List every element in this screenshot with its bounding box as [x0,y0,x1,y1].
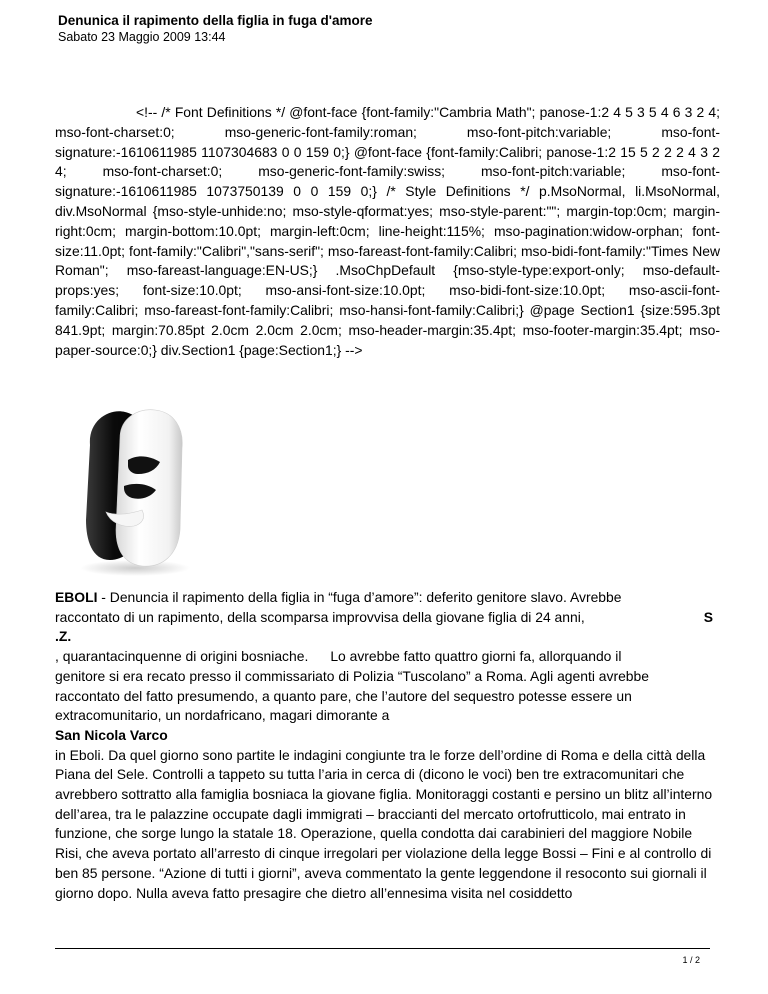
article-paragraph: in Eboli. Da quel giorno sono partite le indagini congiunte tra le forze dell’ordine di Roma e della città della Piana del Sele. Controlli a tappeto su tutta l’aria in cerca di (dicono le voci) ben tre extracomunitari che avrebbero sottratto alla famiglia bosniaca la giovane figlia. Monitoraggi costanti e persino un blitz all’interno dell’area, tra le palazzine occupate dagli immigrati – braccianti del mercato ortofrutticolo, mai entrato in funzione, che sorge lungo la statale 18. Operazione, quella condotta dai carabinieri del maggiore Nobile Risi, che aveva portato all’arresto di cinque irregolari per violazione della legge Bossi – Fini e al controllo di ben 85 persone. “Azione di tutti i giorni”, aveva commentato la gente leggendone il resoconto sui giornali il giorno dopo. Nulla aveva fatto presagire che dietro all’ennesima visita nel cosiddetto [55,746,713,901]
article-paragraph: genitore si era recato presso il commissariato di Polizia “Tuscolano” a Roma. Agli agenti avrebbe raccontato del fatto presumendo, a quanto pare, che l’autore del sequestro potesse essere un extracomunitario, un nordafricano, magari dimorante a [55,667,649,724]
name-initial-z: .Z. [55,628,72,645]
hugging-figures-image [50,390,200,580]
page-number: 1 / 2 [682,955,700,965]
article-body [55,588,713,903]
css-text-paragraph: <!-- /* Font Definitions */ @font-face {font-family:"Cambria Math"; panose-1:2 4 5 3 5 4 6 3 2 4; mso-font-charset:0; mso-generic-font-family:roman; mso-font-pitch:variable; mso-font-signature:-1610611985 1107304683 0 0 159 0;} @font-face {font-family:Calibri; panose-1:2 15 5 2 2 2 4 3 2 4; mso-font-charset:0; mso-generic-font-family:swiss; mso-font-pitch:variable; mso-font-signature:-1610611985 1073750139 0 0 159 0;} /* Style Definitions */ p.MsoNormal, li.MsoNormal, div.MsoNormal {mso-style-unhide:no; mso-style-qformat:yes; mso-style-parent:""; margin-top:0cm; margin-right:0cm; margin-bottom:10.0pt; margin-left:0cm; line-height:115%; mso-pagination:widow-orphan; font-size:11.0pt; font-family:"Calibri","sans-serif"; mso-fareast-font-family:Calibri; mso-bidi-font-family:"Times New Roman"; mso-fareast-language:EN-US;} .MsoChpDefault {mso-style-type:export-only; mso-default-props:yes; font-size:10.0pt; mso-ansi-font-size:10.0pt; mso-bidi-font-size:10.0pt; mso-ascii-font-family:Calibri; mso-fareast-font-family:Calibri; mso-hansi-font-family:Calibri;} @page Section1 {size:595.3pt 841.9pt; margin:70.85pt 2.0cm 2.0cm 2.0cm; mso-header-margin:35.4pt; mso-footer-margin:35.4pt; mso-paper-source:0;} div.Section1 {page:Section1;} --> [55,104,720,358]
embedded-css-text [55,103,720,360]
footer-divider [55,948,710,949]
article-line-text: Lo avrebbe fatto quattro giorni fa, allorquando il [330,648,622,665]
place-name: San Nicola Varco [55,726,168,743]
article-title: Denunica il rapimento della figlia in fuga d'amore [58,13,373,28]
article-line [55,627,713,647]
article-date: Sabato 23 Maggio 2009 13:44 [58,30,226,44]
article-location: EBOLI [55,589,98,605]
article-lead-text: - Denuncia il rapimento della figlia in “fuga d’amore”: deferito genitore slavo. Avrebbe [97,589,622,605]
name-initial-s: S [703,608,713,625]
article-line-text: raccontato di un rapimento, della scomparsa improvvisa della giovane figlia di 24 anni, [55,608,585,625]
article-line [55,588,713,608]
article-line-text: , quarantacinquenne di origini bosniache. [55,648,309,665]
document-header [58,12,718,45]
article-line [55,608,713,628]
article-lead-line [55,588,621,608]
article-line [55,647,713,667]
hugging-figures-illustration [50,390,200,580]
